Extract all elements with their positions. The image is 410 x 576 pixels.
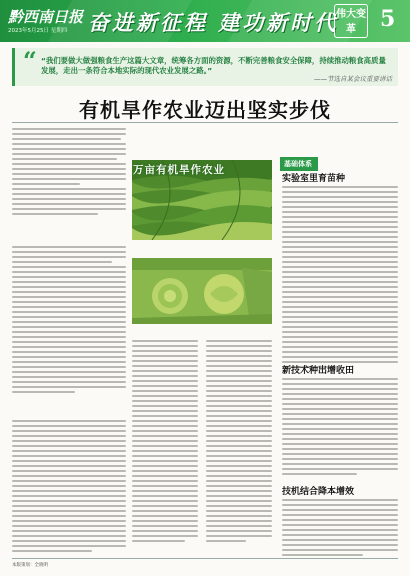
article-body [12, 420, 126, 555]
article-body [282, 186, 398, 371]
right-heading-1: 实验室里育苗种 [282, 174, 346, 184]
page-headline: 有机旱作农业迈出坚实步伐 [79, 98, 331, 122]
photo-overlay-title: 万亩有机旱作农业 [133, 164, 225, 176]
right-heading-3: 技机结合降本增效 [282, 487, 355, 497]
page-banner [0, 0, 410, 42]
article-body [282, 378, 398, 478]
issue-date: 2023年5月25日 星期四 [8, 28, 68, 34]
article-body [12, 246, 126, 396]
middle-column-2 [206, 340, 272, 545]
left-column-lower [12, 246, 126, 396]
section-tag: 基础体系 [280, 157, 318, 171]
page-credits: 本版策划：全晓明 [12, 563, 48, 568]
masthead: 黔西南日报 [8, 8, 84, 26]
quote-text: “我们要做大做强粮食生产这篇大文章，统筹各方面的资源，不断完善粮食安全保障，持续推动粮食高质量发展，走出一条符合本地实际的现代农业发展之路。” [41, 56, 386, 75]
article-body [282, 499, 398, 559]
middle-column [132, 340, 198, 545]
right-heading-2: 新技术种出增收田 [282, 366, 355, 376]
pull-quote [12, 48, 398, 86]
right-column-2 [282, 378, 398, 478]
corner-badge: 伟大变革 [334, 4, 368, 38]
article-body [206, 340, 272, 545]
banner-slogan: 奋进新征程 建功新时代 [88, 10, 339, 35]
headline-rule [12, 122, 398, 123]
left-column [12, 128, 126, 220]
article-body [12, 128, 126, 218]
footer-rule [12, 558, 398, 559]
page-number: 5 [380, 6, 396, 32]
article-body [132, 340, 198, 545]
right-column-1 [282, 186, 398, 371]
quote-mark-icon: “ [23, 46, 37, 75]
aerial-photo-image [132, 258, 272, 324]
quote-attribution: ——节选自某会议重要讲话 [314, 75, 392, 83]
right-column-3 [282, 499, 398, 559]
left-column-bottom [12, 420, 126, 555]
aerial-photo [132, 258, 272, 324]
